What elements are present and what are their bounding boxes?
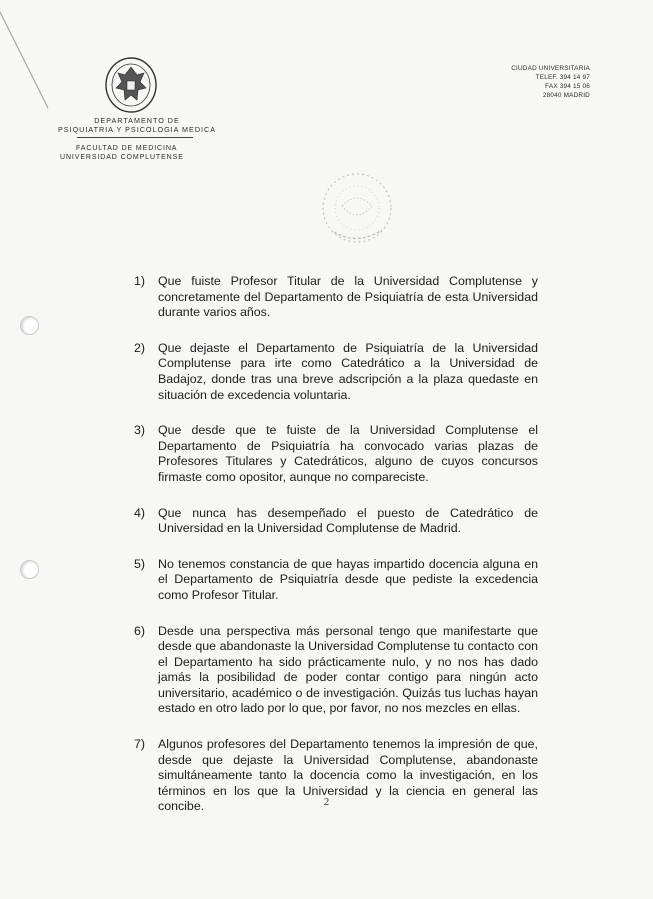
list-item bbox=[134, 624, 538, 718]
list-item bbox=[134, 506, 538, 537]
item-text: Que fuiste Profesor Titular de la Universidad Complutense y concretamente del Departamento de Psiquiatría de esta Universidad durante varios años. bbox=[158, 274, 538, 320]
list-item bbox=[134, 423, 538, 485]
fax-line: FAX 394 15 06 bbox=[545, 83, 590, 90]
address-block bbox=[511, 64, 590, 100]
item-number: 5) bbox=[134, 556, 146, 571]
punch-hole bbox=[20, 560, 39, 579]
list-item bbox=[134, 557, 538, 604]
item-text: No tenemos constancia de que hayas impartido docencia alguna en el Departamento de Psiquiatría desde que pediste la excedencia como Profesor Titular. bbox=[158, 556, 538, 602]
item-number: 6) bbox=[134, 623, 146, 638]
item-number: 1) bbox=[134, 274, 146, 288]
item-number: 4) bbox=[134, 505, 146, 520]
list-item bbox=[134, 341, 538, 403]
item-text: Que desde que te fuiste de la Universidad Complutense el Departamento de Psiquiatría ha convocado varias plazas de Profesores Titulares y Catedráticos, alguno de cuyos concursos firmaste como opositor, aunque no compareciste. bbox=[158, 423, 538, 484]
item-text: Que dejaste el Departamento de Psiquiatría de la Universidad Complutense para irte como Catedrático a la Universidad de Badajoz, donde tras una breve adscripción a la plaza quedaste en situación de excedencia voluntaria. bbox=[158, 340, 538, 402]
item-number: 7) bbox=[134, 737, 146, 752]
numbered-list bbox=[134, 274, 538, 835]
item-number: 2) bbox=[134, 340, 146, 355]
faded-stamp-icon bbox=[312, 168, 402, 250]
paper-fold-line bbox=[0, 0, 80, 110]
punch-hole bbox=[20, 316, 39, 335]
list-item bbox=[134, 274, 538, 321]
address-line: CIUDAD UNIVERSITARIA bbox=[511, 65, 590, 72]
item-number: 3) bbox=[134, 423, 146, 438]
item-text: Algunos profesores del Departamento tenemos la impresión de que, desde que dejaste la Universidad Complutense, abandonaste simultáneamente tanto la docencia como la investigación, en los términos en los que la Universidad y la ciencia en general las concibe. bbox=[158, 737, 538, 814]
page-number: 2 bbox=[323, 796, 330, 808]
department-name: DEPARTAMENTO DE PSIQUIATRIA Y PSICOLOGIA MEDICA bbox=[57, 116, 216, 134]
faculty-name: FACULTAD DE MEDICINA UNIVERSIDAD COMPLUTENSE bbox=[60, 145, 184, 161]
university-seal-icon bbox=[104, 55, 158, 115]
letterhead-divider bbox=[77, 137, 193, 138]
postal-line: 28040 MADRID bbox=[542, 92, 590, 99]
item-text: Desde una perspectiva más personal tengo que manifestarte que desde que abandonaste la Universidad Complutense tu contacto con el Departamento ha sido prácticamente nulo, y no nos has dado jamás la posibilidad de poder contar contigo para ningún acto universitario, académico o de investigación. Quizás tus luchas hayan estado en otro lado por lo que, por favor, no nos mezcles en ellas. bbox=[158, 623, 538, 716]
phone-line: TELEF. 394 14 97 bbox=[535, 74, 590, 81]
item-text: Que nunca has desempeñado el puesto de Catedrático de Universidad en la Universidad Complutense de Madrid. bbox=[158, 505, 538, 536]
